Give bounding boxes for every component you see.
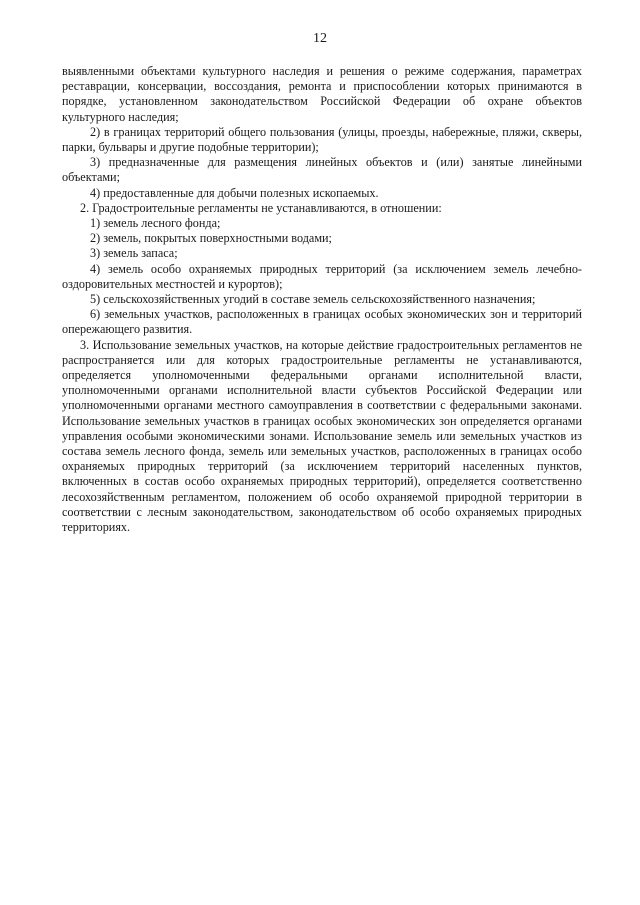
list-item-surface-waters: 2) земель, покрытых поверхностными водами; [90, 231, 332, 246]
list-item-agricultural-lands: 5) сельскохозяйственных угодий в составе земель сельскохозяйственного назначения; [90, 292, 536, 307]
list-item-economic-zones: 6) земельных участков, расположенных в границах особых экономических зон и территорий опережающего развития. [62, 307, 582, 337]
list-item-public-territories: 2) в границах территорий общего пользования (улицы, проезды, набережные, пляжи, скверы, парки, бульвары и другие подобные территории); [62, 124, 582, 155]
list-item-forest-fund: 1) земель лесного фонда; [90, 216, 221, 231]
list-item-linear-objects: 3) предназначенные для размещения линейных объектов и (или) занятые линейными объектами; [62, 155, 582, 185]
paragraph-continuation: выявленными объектами культурного наследия и решения о режиме содержания, параметрах реставрации, консервации, воссоздания, ремонта и приспособлении которых принимаются в порядке, установленном законодательством Российской Федерации об охране объектов культурного наследия; [62, 64, 582, 124]
section-2-heading: 2. Градостроительные регламенты не устанавливаются, в отношении: [80, 200, 442, 215]
document-body [62, 64, 582, 535]
section-3-paragraph: 3. Использование земельных участков, на которые действие градостроительных регламентов не распространяется или для которых градостроительные регламенты не устанавливаются, определяется уполномоченными федеральными органами исполнительной власти, уполномоченными органами исполнительной власти субъектов Российской Федерации или уполномоченными органами местного самоуправления в соответствии с федеральными законами. Использование земельных участков в границах особых экономических зон определяется органами управления особыми экономическими зонами. Использование земель или земельных участков из состава земель лесного фонда, земель или земельных участков, расположенных в границах особо охраняемых природных территорий (за исключением территорий населенных пунктов, включенных в состав особо охраняемых природных территорий), определяется соответственно лесохозяйственным регламентом, положением об особо охраняемой природной территории в соответствии с лесным законодательством, законодательством об особо охраняемых природных территориях. [62, 337, 582, 535]
list-item-protected-areas: 4) земель особо охраняемых природных территорий (за исключением земель лечебно-оздоровительных местностей и курортов); [62, 261, 582, 291]
page-number: 12 [313, 31, 327, 46]
list-item-reserve-lands: 3) земель запаса; [90, 246, 178, 261]
list-item-mineral-extraction: 4) предоставленные для добычи полезных ископаемых. [90, 185, 379, 200]
